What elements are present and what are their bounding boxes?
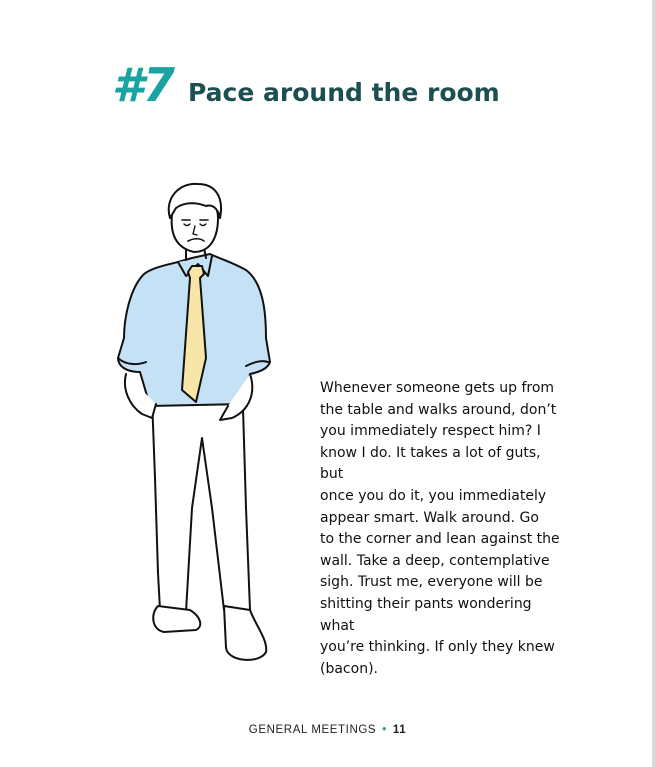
heading-title: Pace around the room (188, 78, 500, 107)
footer-separator: • (382, 724, 387, 736)
trousers (152, 396, 250, 612)
man-illustration (100, 178, 300, 670)
heading-number: #7 (112, 58, 175, 112)
left-shoe (153, 606, 200, 632)
footer-section-title: GENERAL MEETINGS (248, 724, 377, 736)
body-paragraph: Whenever someone gets up from the table and walks around, don’t you immediately respect him? I know I do. It takes a lot of guts, but once you do it, you immediately appear smart. Walk around. Go to the corner and lean against the wall. Take a deep, contemplative sigh. Trust me, everyone will be shitting their pants wondering what you’re thinking. If only they knew (bacon). (320, 380, 560, 677)
section-heading (112, 58, 500, 112)
page-number: 11 (392, 724, 407, 736)
right-shoe (224, 606, 266, 660)
page-footer (0, 724, 655, 736)
